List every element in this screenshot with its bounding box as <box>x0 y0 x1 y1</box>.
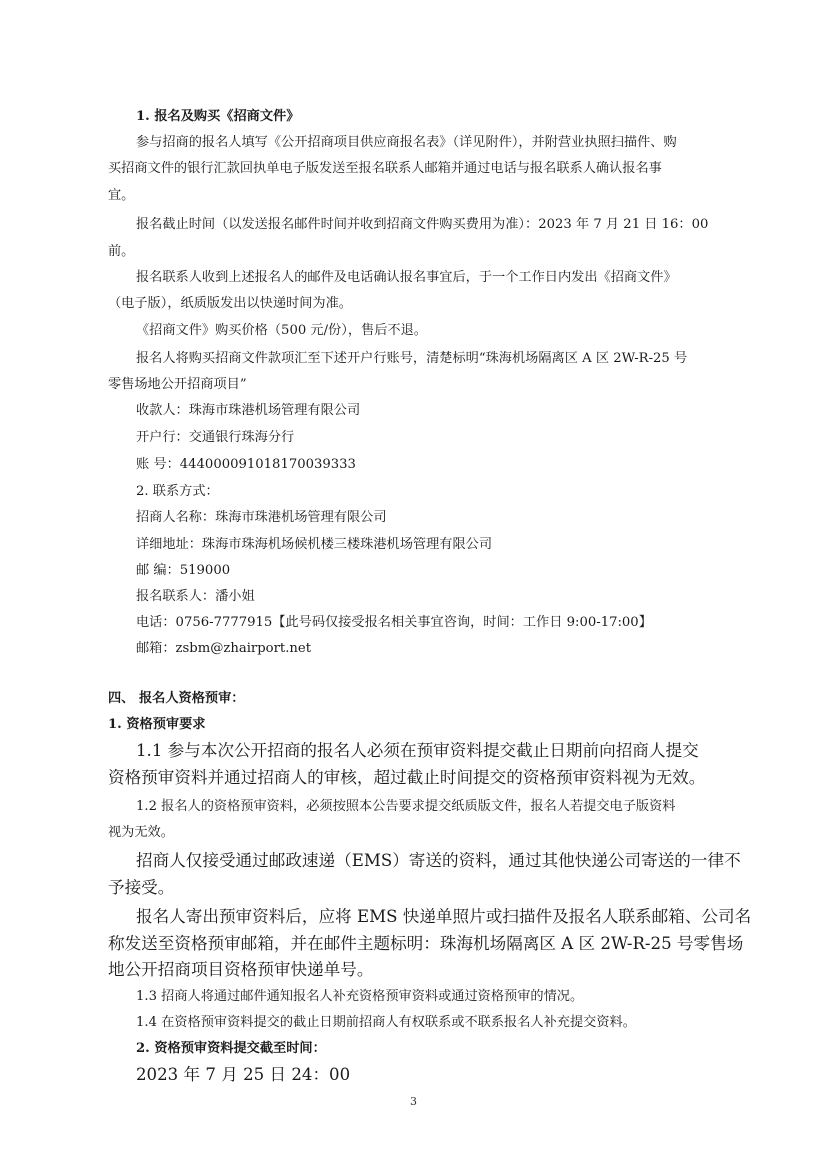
paragraph-line: 报名人寄出预审资料后，应将 EMS 快递单照片或扫描件及报名人联系邮箱、公司名 <box>136 907 752 926</box>
paragraph-line: 称发送至资格预审邮箱，并在邮件主题标明：珠海机场隔离区 A 区 2W-R-25 号零售场 <box>108 934 744 953</box>
page-number: 3 <box>410 1095 417 1108</box>
org-line: 招商人名称：珠海市珠港机场管理有限公司 <box>136 510 387 525</box>
paragraph-line: 1.2 报名人的资格预审资料，必须按照本公告要求提交纸质版文件，报名人若提交电子版资料 <box>136 799 676 814</box>
paragraph-line: 地公开招商项目资格预审快递单号。 <box>108 960 374 979</box>
paragraph-line: 宜。 <box>108 188 135 203</box>
deadline-line: 2023 年 7 月 25 日 24：00 <box>136 1065 351 1084</box>
paragraph-line: 参与招商的报名人填写《公开招商项目供应商报名表》（详见附件），并附营业执照扫描件、购 <box>136 135 677 150</box>
account-line: 账 号：444000091018170039333 <box>136 457 356 472</box>
paragraph-line: 《招商文件》购买价格（500 元/份），售后不退。 <box>136 323 427 338</box>
section-1-heading: 1. 报名及购买《招商文件》 <box>136 109 300 124</box>
paragraph-line: （电子版），纸质版发出以快递时间为准。 <box>108 296 352 311</box>
postcode-line: 邮 编：519000 <box>136 563 231 578</box>
email-line: 邮箱：zsbm@zhairport.net <box>136 641 312 656</box>
address-line: 详细地址：珠海市珠海机场候机楼三楼珠港机场管理有限公司 <box>136 537 493 552</box>
paragraph-line: 视为无效。 <box>108 825 174 840</box>
subsection-2-heading: 2. 资格预审资料提交截至时间： <box>136 1041 326 1056</box>
paragraph-line: 招商人仅接受通过邮政速递（EMS）寄送的资料，通过其他快递公司寄送的一律不 <box>136 851 741 870</box>
section-2-heading: 2. 联系方式： <box>136 484 219 499</box>
paragraph-line: 零售场地公开招商项目” <box>108 377 247 392</box>
paragraph-line: 报名人将购买招商文件款项汇至下述开户行账号，清楚标明“珠海机场隔离区 A 区 2W-R-25 号 <box>136 351 688 366</box>
paragraph-line: 报名截止时间（以发送报名邮件时间并收到招商文件购买费用为准）：2023 年 7 月 21 日 16：00 <box>136 217 709 232</box>
payee-line: 收款人：珠海市珠港机场管理有限公司 <box>136 403 361 418</box>
paragraph-line: 买招商文件的银行汇款回执单电子版发送至报名联系人邮箱并通过电话与报名联系人确认报名事 <box>108 161 662 176</box>
subsection-1-heading: 1. 资格预审要求 <box>108 717 206 732</box>
paragraph-line: 1.3 招商人将通过邮件通知报名人补充资格预审资料或通过资格预审的情况。 <box>136 989 584 1004</box>
paragraph-line: 资格预审资料并通过招商人的审核，超过截止时间提交的资格预审资料视为无效。 <box>108 768 706 787</box>
paragraph-line: 前。 <box>108 244 135 259</box>
paragraph-line: 1.1 参与本次公开招商的报名人必须在预审资料提交截止日期前向招商人提交 <box>136 741 699 760</box>
paragraph-line: 报名联系人收到上述报名人的邮件及电话确认报名事宜后，于一个工作日内发出《招商文件》 <box>136 270 677 285</box>
contact-line: 报名联系人：潘小姐 <box>136 589 255 604</box>
section-4-heading: 四、 报名人资格预审： <box>108 691 245 706</box>
paragraph-line: 予接受。 <box>108 878 175 897</box>
bank-line: 开户行：交通银行珠海分行 <box>136 430 295 445</box>
paragraph-line: 1.4 在资格预审资料提交的截止日期前招商人有权联系或不联系报名人补充提交资料。 <box>136 1015 636 1030</box>
phone-line: 电话：0756-7777915【此号码仅接受报名相关事宜咨询，时间：工作日 9:00-17:00】 <box>136 615 652 630</box>
